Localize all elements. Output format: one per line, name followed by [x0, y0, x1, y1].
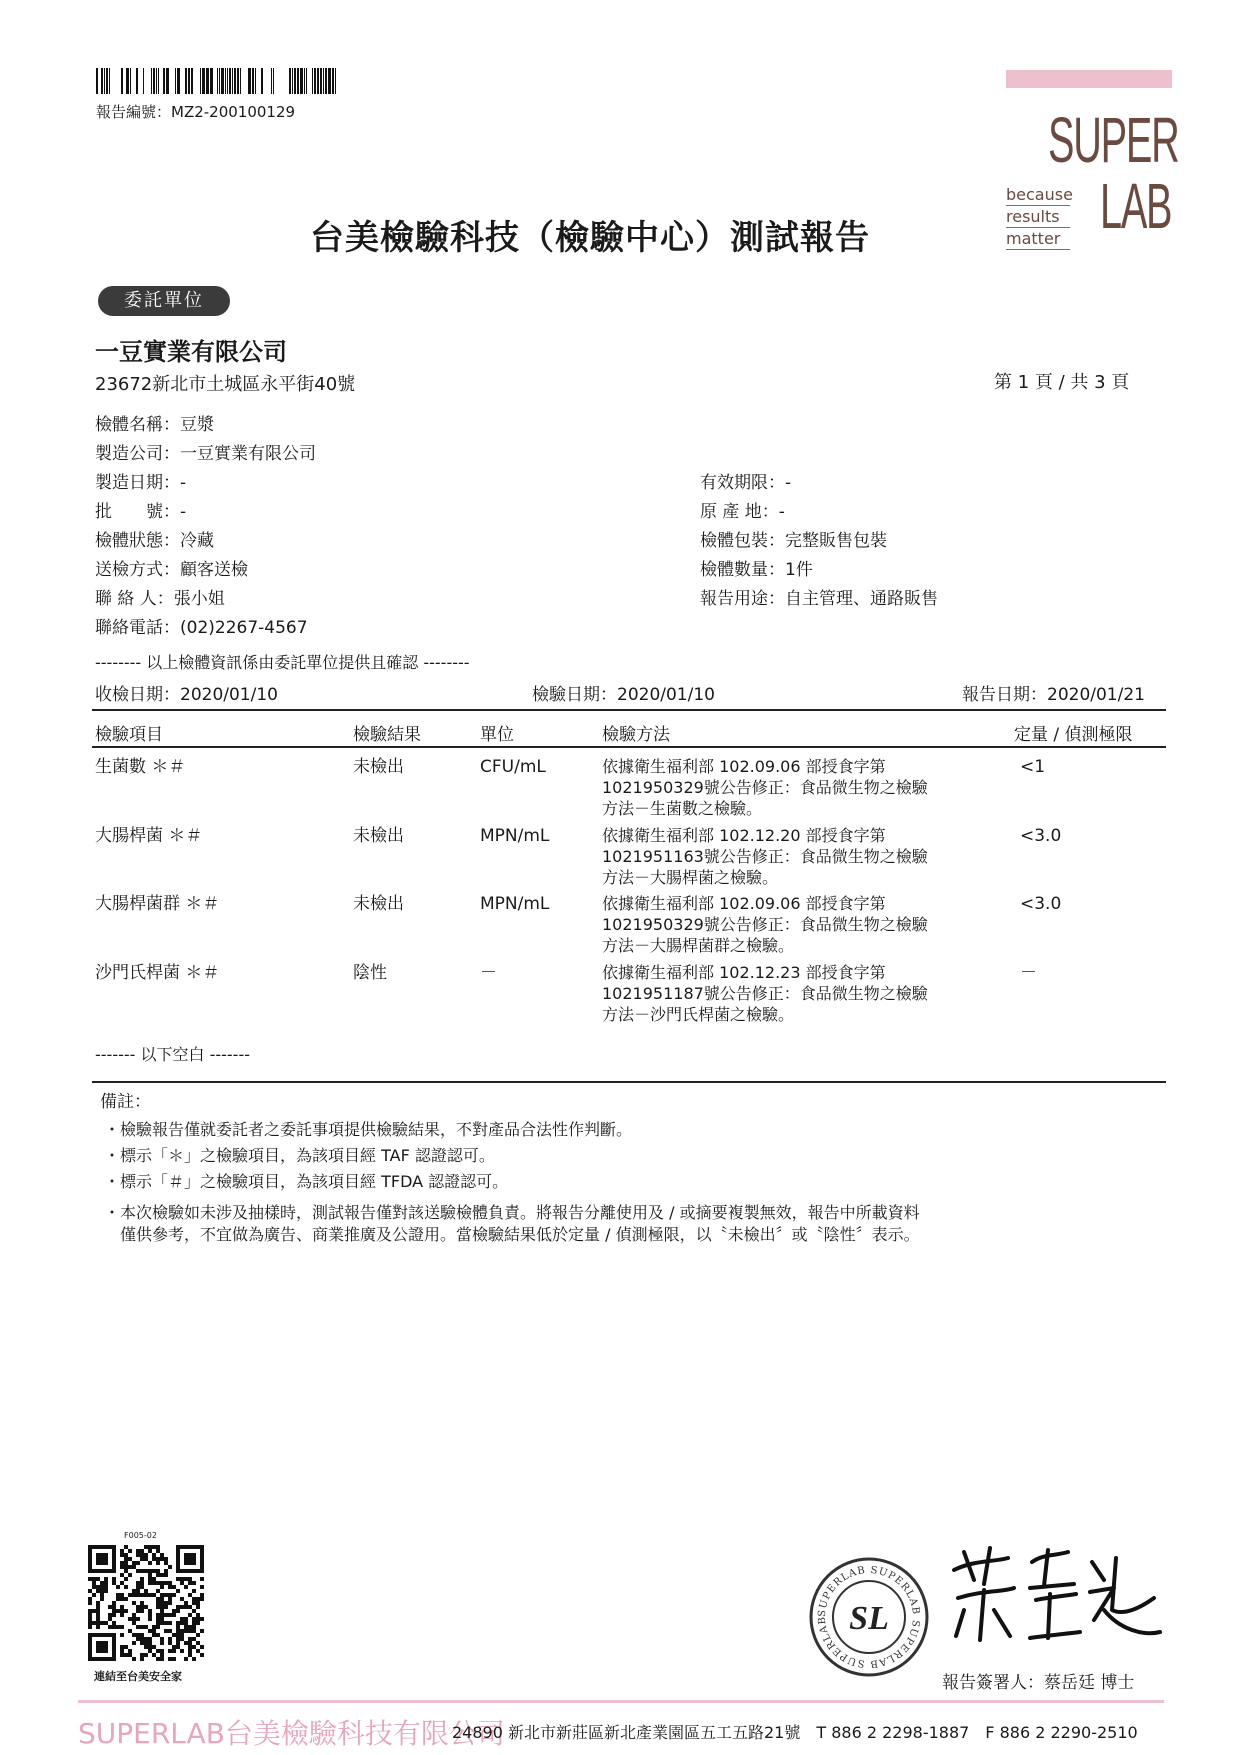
- header-method: 檢驗方法: [602, 725, 670, 745]
- row1-result: 未檢出: [353, 757, 404, 777]
- row4-unit: －: [480, 963, 497, 983]
- reported-date: 報告日期：2020/01/21: [962, 685, 1145, 705]
- field-contact: 聯 絡 人：張小姐: [95, 589, 225, 609]
- row3-method: 依據衛生福利部 102.09.06 部授食字第 1021950329號公告修正：食品微生物之檢驗 方法－大腸桿菌群之檢驗。: [602, 894, 928, 955]
- qr-code[interactable]: [88, 1545, 204, 1661]
- confirm-note: -------- 以上檢體資訊係由委託單位提供且確認 --------: [95, 653, 470, 672]
- row2-item: 大腸桿菌 ＊＃: [95, 826, 203, 846]
- row2-result: 未檢出: [353, 826, 404, 846]
- field-batch: 批 號：-: [95, 502, 187, 522]
- row3-unit: MPN/mL: [480, 894, 550, 914]
- row4-limit: －: [1020, 963, 1037, 983]
- field-sample-state: 檢體狀態：冷藏: [95, 531, 214, 551]
- table-top-rule: [92, 709, 1166, 711]
- field-purpose: 報告用途：自主管理、通路販售: [700, 589, 938, 609]
- note-item: ・檢驗報告僅就委託者之委託事項提供檢驗結果，不對產品合法性作判斷。: [104, 1120, 633, 1139]
- document-title: 台美檢驗科技（檢驗中心）測試報告: [310, 218, 870, 258]
- row1-method: 依據衛生福利部 102.09.06 部授食字第 1021950329號公告修正：食品微生物之檢驗 方法－生菌數之檢驗。: [602, 757, 928, 818]
- row4-method: 依據衛生福利部 102.12.23 部授食字第 1021951187號公告修正：食品微生物之檢驗 方法－沙門氏桿菌之檢驗。: [602, 963, 928, 1024]
- note-item: ・本次檢驗如未涉及抽樣時，測試報告僅對該送驗檢體負責。將報告分離使用及 / 或摘要複製無效，報告中所載資料: [104, 1203, 920, 1222]
- superlab-seal-icon: [808, 1556, 930, 1678]
- row2-method: 依據衛生福利部 102.12.20 部授食字第 1021951163號公告修正：食品微生物之檢驗 方法－大腸桿菌之檢驗。: [602, 826, 928, 887]
- table-header-rule: [92, 746, 1166, 748]
- seal-center: SL: [849, 1600, 889, 1637]
- footer-rule: [78, 1700, 1164, 1703]
- field-packaging: 檢體包裝：完整販售包裝: [700, 531, 887, 551]
- field-origin: 原 產 地：-: [700, 502, 785, 522]
- handwritten-signature: [944, 1540, 1164, 1656]
- tested-date: 檢驗日期：2020/01/10: [532, 685, 715, 705]
- header-result: 檢驗結果: [353, 725, 421, 745]
- form-code: F005-02: [124, 1531, 157, 1540]
- received-date: 收檢日期：2020/01/10: [95, 685, 278, 705]
- field-mfg-date: 製造日期：-: [95, 473, 187, 493]
- header-item: 檢驗項目: [95, 725, 163, 745]
- row1-limit: <1: [1020, 757, 1046, 777]
- client-name: 一豆實業有限公司: [95, 338, 287, 366]
- row1-unit: CFU/mL: [480, 757, 546, 777]
- notes-heading: 備註：: [100, 1092, 151, 1112]
- footer-address: 24890 新北市新莊區新北產業園區五工五路21號 T 886 2 2298-1887 F 886 2 2290-2510: [452, 1723, 1138, 1742]
- table-end-note: ------- 以下空白 -------: [95, 1045, 251, 1064]
- field-manufacturer: 製造公司：一豆實業有限公司: [95, 444, 316, 464]
- page-info: 第 1 頁 / 共 3 頁: [994, 372, 1130, 393]
- row4-item: 沙門氏桿菌 ＊＃: [95, 963, 220, 983]
- row2-limit: <3.0: [1020, 826, 1062, 846]
- signer-name: 報告簽署人：蔡岳廷 博士: [942, 1673, 1135, 1693]
- header-limit: 定量 / 偵測極限: [1014, 725, 1133, 745]
- note-item: ・標示「＊」之檢驗項目，為該項目經 TAF 認證認可。: [104, 1146, 495, 1165]
- row1-item: 生菌數 ＊＃: [95, 757, 186, 777]
- barcode: [96, 68, 336, 94]
- note-item: ・標示「＃」之檢驗項目，為該項目經 TFDA 認證認可。: [104, 1172, 509, 1191]
- footer-brand: SUPERLAB台美檢驗科技有限公司: [78, 1717, 505, 1750]
- row3-result: 未檢出: [353, 894, 404, 914]
- notes-rule: [92, 1081, 1166, 1083]
- row3-limit: <3.0: [1020, 894, 1062, 914]
- field-sample-name: 檢體名稱：豆漿: [95, 415, 214, 435]
- seal-ring-text: SUPERLAB SUPERLAB SUPERLAB SUPERLAB: [816, 1564, 922, 1670]
- client-badge: 委託單位: [98, 286, 230, 316]
- report-number: 報告編號：MZ2-200100129: [96, 103, 296, 121]
- row3-item: 大腸桿菌群 ＊＃: [95, 894, 220, 914]
- field-delivery: 送檢方式：顧客送檢: [95, 560, 248, 580]
- note-item: 僅供參考，不宜做為廣告、商業推廣及公證用。當檢驗結果低於定量 / 偵測極限，以〝未檢出〞或〝陰性〞表示。: [104, 1225, 920, 1244]
- field-expiry: 有效期限：-: [700, 473, 792, 493]
- field-quantity: 檢體數量：1件: [700, 560, 813, 580]
- client-address: 23672新北市土城區永平街40號: [95, 374, 356, 395]
- qr-caption: 連結至台美安全家: [94, 1670, 182, 1683]
- row2-unit: MPN/mL: [480, 826, 550, 846]
- row4-result: 陰性: [353, 963, 387, 983]
- field-phone: 聯絡電話：(02)2267-4567: [95, 618, 308, 638]
- superlab-logo: SUPER LAB because results matter: [1006, 70, 1174, 252]
- header-unit: 單位: [480, 725, 514, 745]
